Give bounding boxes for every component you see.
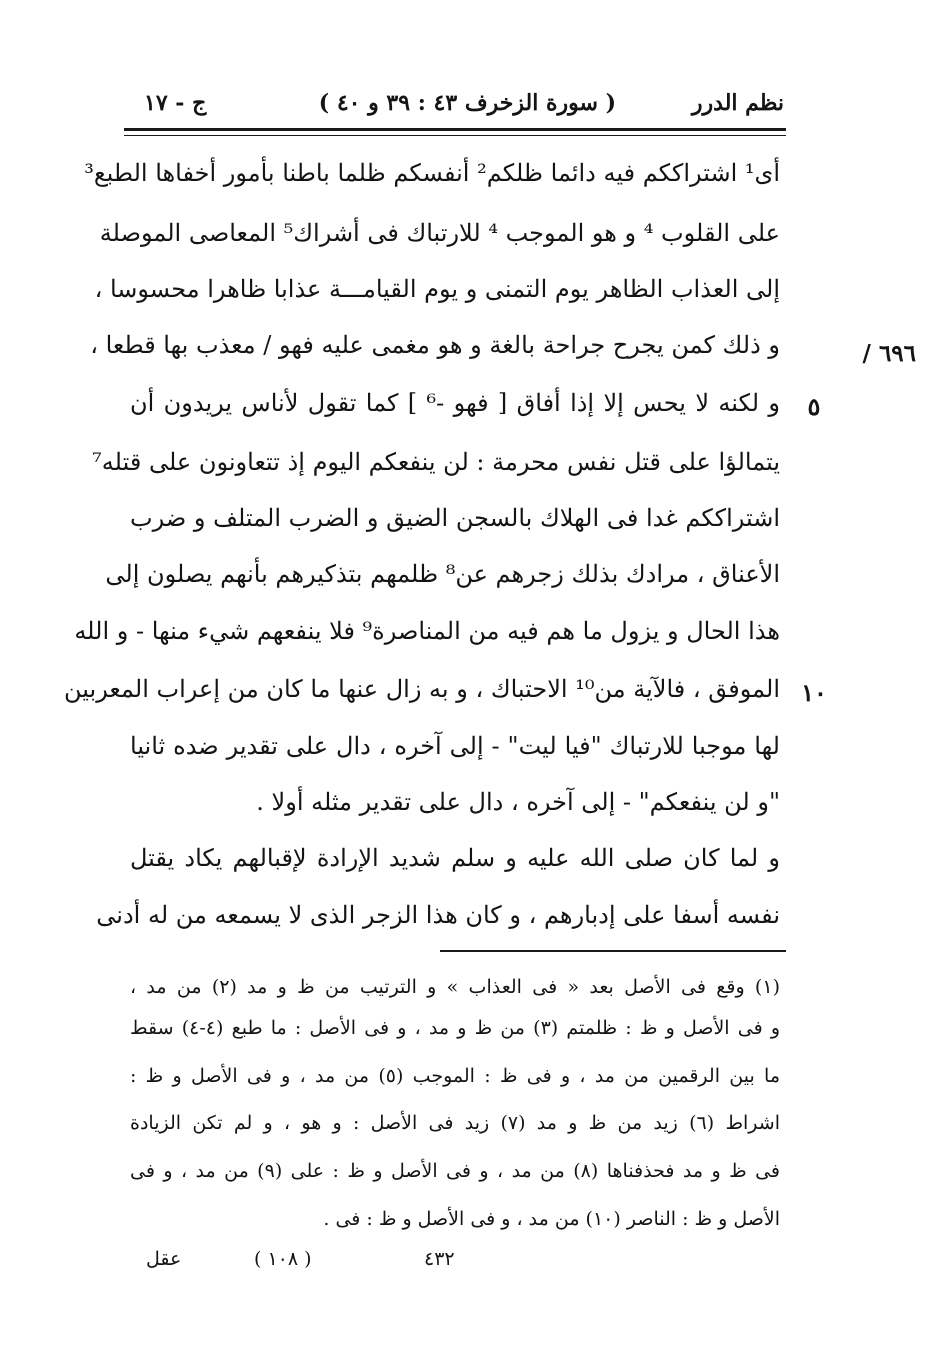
- book-title: نظم الدرر: [691, 90, 784, 116]
- line-number-10: ١٠: [801, 678, 827, 707]
- text-line: "و لن ينفعكم" - إلى آخره ، دال على تقدير مثله أولا .: [256, 788, 780, 816]
- text-line: الموفق ، فالآية من¹⁰ الاحتباك ، و به زال عنها ما كان من إعراب المعربين: [64, 675, 780, 703]
- header-rule-thin: [124, 135, 786, 136]
- text-line: اشتراككم غدا فى الهلاك بالسجن الضيق و الضرب المتلف و ضرب: [130, 504, 780, 532]
- margin-page-reference: ٦٩٦ /: [862, 340, 916, 367]
- text-line: و لكنه لا يحس إلا إذا أفاق [ فهو -⁶ ] كما تقول لأناس يريدون أن: [130, 389, 781, 417]
- surah-reference: ( سورة الزخرف ٤٣ : ٣٩ و ٤٠ ): [318, 90, 616, 116]
- text-line: هذا الحال و يزول ما هم فيه من المناصرة⁹ فلا ينفعهم شيء منها - و الله: [74, 617, 780, 645]
- text-line: و ذلك كمن يجرح جراحة بالغة و هو مغمى عليه فهو / معذب بها قطعا ،: [90, 331, 780, 359]
- volume-number: ج - ١٧: [144, 90, 207, 116]
- text-line: الأعناق ، مرادك بذلك زجرهم عن⁸ ظلمهم بتذكيرهم بأنهم يصلون إلى: [105, 560, 780, 588]
- header-rule-thick: [124, 128, 786, 131]
- signature-mark: عقل: [146, 1248, 182, 1270]
- text-line: على القلوب ⁴ و هو الموجب ⁴ للارتباك فى أشراك⁵ المعاصى الموصلة: [99, 219, 780, 247]
- sheet-number: ( ١٠٨ ): [254, 1248, 312, 1270]
- footnote-line: فى ظ و مد فحذفناها (٨) من مد ، و فى الأصل و ظ : على (٩) من مد ، و فى: [130, 1160, 780, 1182]
- line-number-5: ٥: [807, 392, 821, 421]
- footnote-line: الأصل و ظ : الناصر (١٠) من مد ، و فى الأصل و ظ : فى .: [323, 1208, 780, 1230]
- text-line: أى¹ اشتراككم فيه دائما ظلكم² أنفسكم ظلما باطنا بأمور أخفاها الطبع³: [84, 159, 780, 187]
- footnote-line: (١) وقع فى الأصل بعد « فى العذاب » و الترتيب من ظ و مد (٢) من مد ،: [130, 976, 780, 998]
- footnote-separator: [440, 950, 786, 952]
- text-line: و لما كان صلى الله عليه و سلم شديد الإرادة لإقبالهم يكاد يقتل: [130, 844, 780, 872]
- text-line: لها موجبا للارتباك "فيا ليت" - إلى آخره ، دال على تقدير ضده ثانيا: [130, 732, 780, 760]
- footnote-line: ما بين الرقمين من مد ، و فى ظ : الموجب (٥) من مد ، و فى الأصل و ظ :: [130, 1065, 780, 1087]
- text-line: يتمالؤا على قتل نفس محرمة : لن ينفعكم اليوم إذ تتعاونون على قتله⁷: [92, 448, 780, 476]
- text-line: إلى العذاب الظاهر يوم التمنى و يوم القيامـــة عذابا ظاهرا محسوسا ،: [94, 275, 780, 303]
- footnote-line: اشراط (٦) زيد من ظ و مد (٧) زيد فى الأصل : و هو ، و لم تكن الزيادة: [130, 1112, 780, 1134]
- footnote-line: و فى الأصل و ظ : ظلمتم (٣) من ظ و مد ، و فى الأصل : ما طبع (٤-٤) سقط: [130, 1017, 780, 1039]
- text-line: نفسه أسفا على إدبارهم ، و كان هذا الزجر الذى لا يسمعه من له أدنى: [96, 901, 780, 929]
- running-header: [128, 84, 784, 124]
- page-number: ٤٣٢: [424, 1248, 455, 1270]
